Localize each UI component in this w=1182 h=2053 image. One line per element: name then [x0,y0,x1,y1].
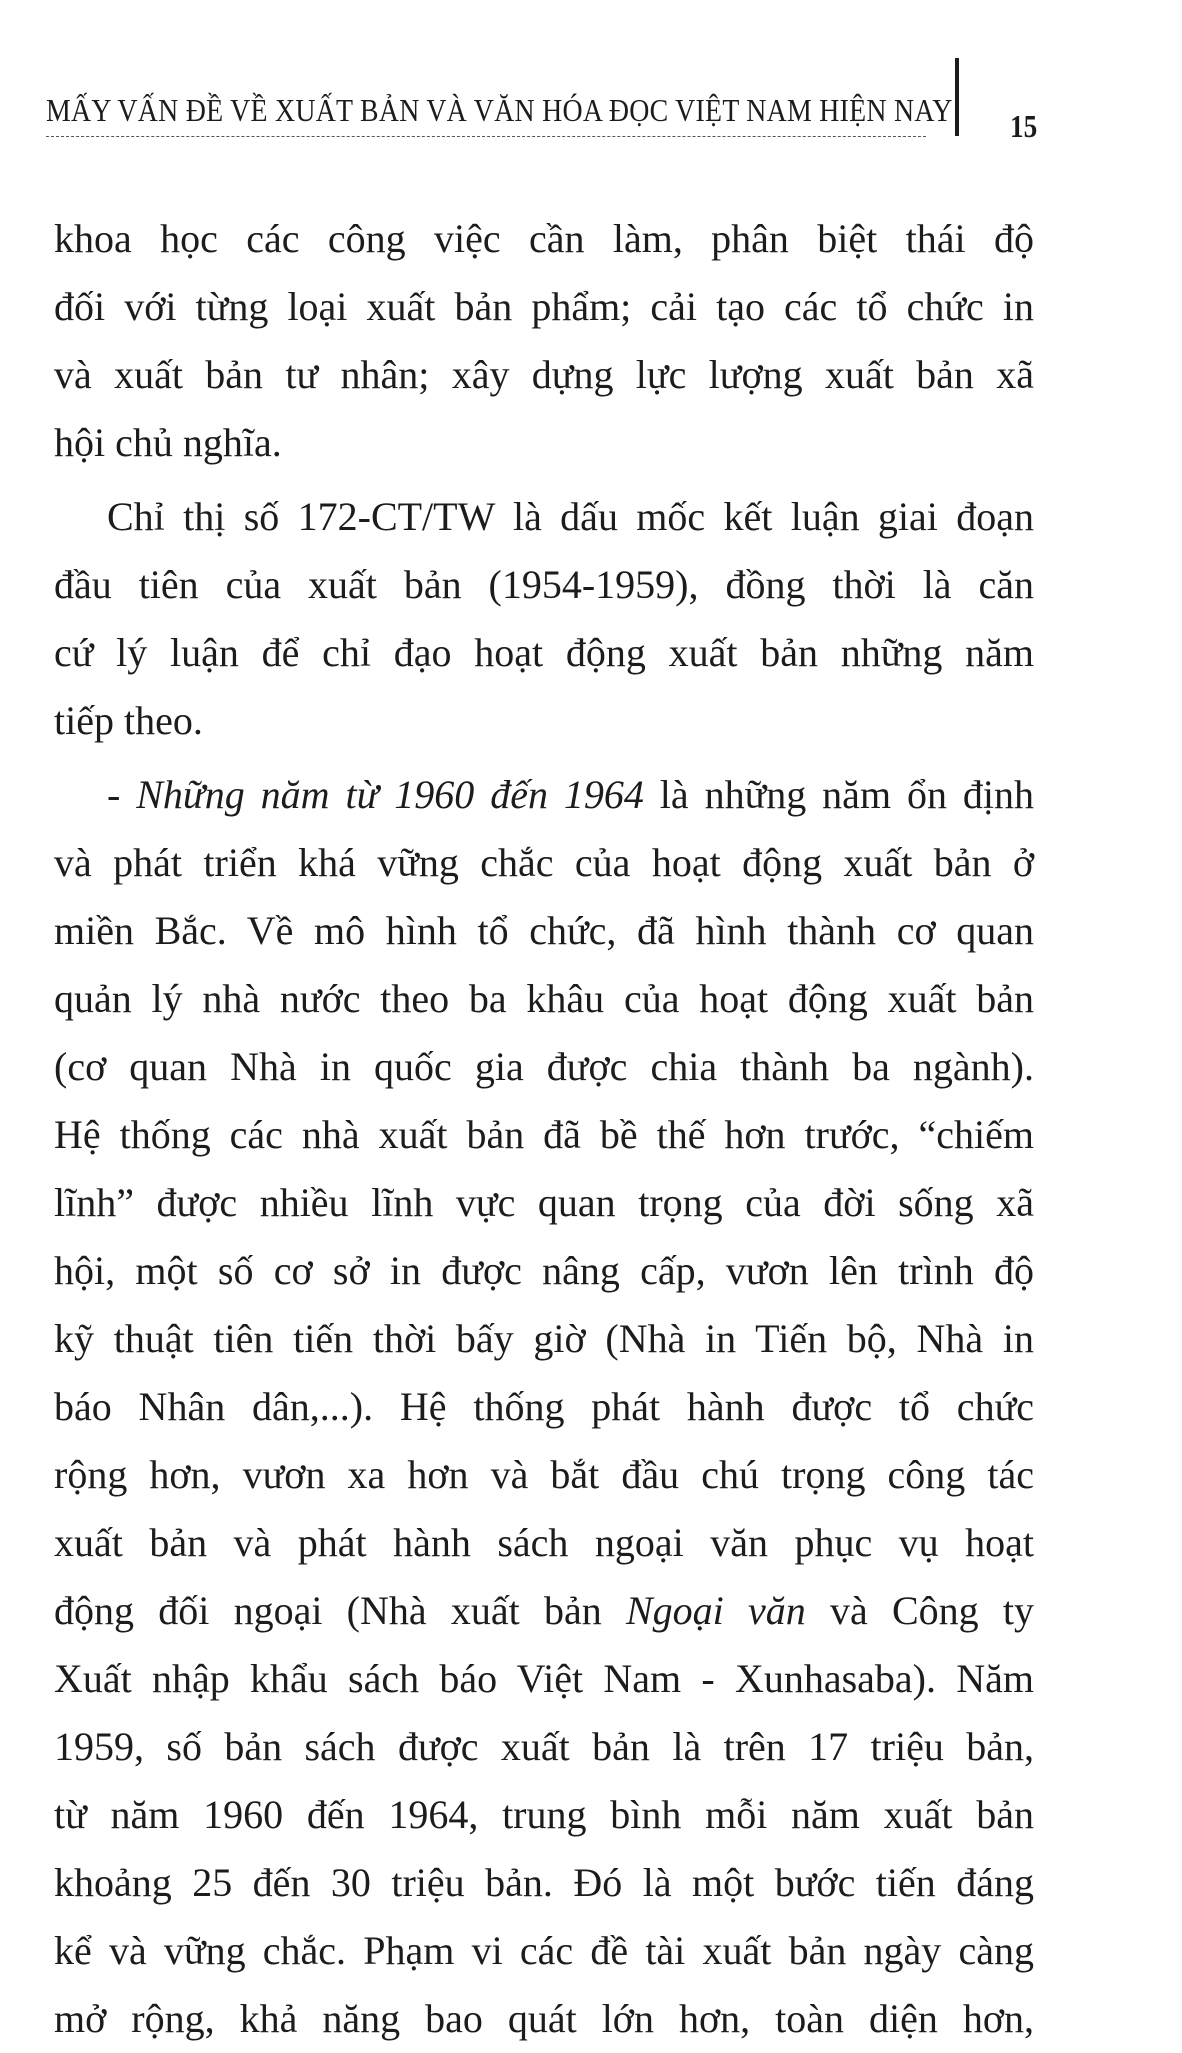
text-line: lĩnh” được nhiều lĩnh vực quan trọng của đời sống xã [54,1180,1034,1225]
text-line [54,761,1034,829]
italic-phrase: - Những năm từ 1960 đến 1964 [107,772,644,817]
paragraph [54,205,1034,477]
text-line: hội, một số cơ sở in được nâng cấp, vươn lên trình độ [54,1248,1034,1293]
text-line: đối với từng loại xuất bản phẩm; cải tạo các tổ chức in [54,284,1034,329]
page-number: 15 [1010,108,1038,144]
header-vertical-bar [955,58,959,136]
header-rule [46,136,926,137]
text-span: động đối ngoại (Nhà xuất bản [54,1588,626,1633]
text-line: khoa học các công việc cần làm, phân biệt thái độ [54,216,1034,261]
paragraph [54,483,1034,755]
text-line: kỹ thuật tiên tiến thời bấy giờ (Nhà in Tiến bộ, Nhà in [54,1316,1034,1361]
text-line: Hệ thống các nhà xuất bản đã bề thế hơn trước, “chiếm [54,1112,1034,1157]
text-line: báo Nhân dân,...). Hệ thống phát hành được tổ chức [54,1384,1034,1429]
text-span: và Công ty [805,1588,1034,1633]
text-line: (cơ quan Nhà in quốc gia được chia thành ba ngành). [54,1044,1034,1089]
text-line: tiếp theo. [54,698,203,743]
text-span: là những năm ổn định [643,772,1034,817]
running-header [46,92,953,142]
italic-phrase: Ngoại văn [625,1588,806,1633]
body-text [54,205,1034,2053]
text-line: khoảng 25 đến 30 triệu bản. Đó là một bước tiến đáng [54,1860,1034,1905]
text-line: và phát triển khá vững chắc của hoạt động xuất bản ở [54,840,1034,885]
text-line: và xuất bản tư nhân; xây dựng lực lượng xuất bản xã [54,352,1034,397]
text-line [54,1577,1034,1645]
text-line: quản lý nhà nước theo ba khâu của hoạt động xuất bản [54,976,1034,1021]
running-header-title: MẤY VẤN ĐỀ VỀ XUẤT BẢN VÀ VĂN HÓA ĐỌC VIỆT NAM HIỆN NAY [46,92,953,128]
paragraph [54,761,1034,2053]
text-line: xuất bản và phát hành sách ngoại văn phục vụ hoạt [54,1520,1034,1565]
text-line: hội chủ nghĩa. [54,420,282,465]
text-line: kể và vững chắc. Phạm vi các đề tài xuất bản ngày càng [54,1928,1034,1973]
text-line: cứ lý luận để chỉ đạo hoạt động xuất bản những năm [54,630,1034,675]
text-line: đầu tiên của xuất bản (1954-1959), đồng thời là căn [54,562,1034,607]
text-line: mở rộng, khả năng bao quát lớn hơn, toàn diện hơn, [54,1996,1034,2041]
text-line: từ năm 1960 đến 1964, trung bình mỗi năm xuất bản [54,1792,1034,1837]
text-line: Chỉ thị số 172-CT/TW là dấu mốc kết luận giai đoạn [107,494,1034,539]
text-line: rộng hơn, vươn xa hơn và bắt đầu chú trọng công tác [54,1452,1034,1497]
text-line: Xuất nhập khẩu sách báo Việt Nam - Xunhasaba). Năm [54,1656,1034,1701]
text-line: miền Bắc. Về mô hình tổ chức, đã hình thành cơ quan [54,908,1034,953]
text-line: 1959, số bản sách được xuất bản là trên 17 triệu bản, [54,1724,1034,1769]
